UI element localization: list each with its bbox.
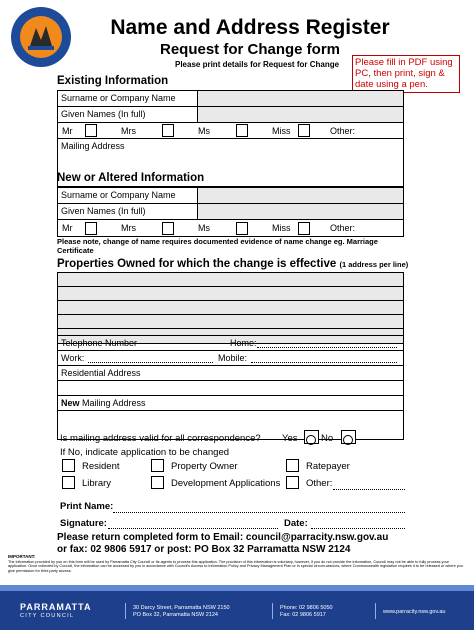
new-mailing-bold: New [61,398,80,408]
existing-given-field[interactable] [198,107,403,122]
pdf-instruction-note: Please fill in PDF using PC, then print, sign & date using a pen. [352,55,460,93]
footer-stripe [0,585,474,591]
footer-divider [375,603,376,619]
other-application-line[interactable] [333,489,405,490]
new-info-heading: New or Altered Information [57,172,205,184]
existing-surname-field[interactable] [198,91,403,106]
title-ms-label: Ms [198,125,210,136]
property-line[interactable] [58,273,403,287]
print-name-line[interactable] [113,512,405,513]
title-mr-checkbox[interactable] [85,124,97,137]
if-no-instruction: If No, indicate application to be changed [60,447,230,458]
development-applications-label: Development Applications [171,478,281,489]
residential-address-field[interactable] [58,366,403,380]
work-phone-line[interactable] [88,362,213,363]
mobile-label: Mobile: [218,353,248,363]
work-label: Work: [61,353,85,363]
new-title-row [58,220,403,236]
home-label: Home: [230,338,257,348]
valid-question: Is mailing address valid for all correspondence? [60,433,261,444]
other-application-checkbox[interactable] [286,476,299,489]
footer-contact [280,605,333,619]
development-applications-checkbox[interactable] [151,476,164,489]
property-line[interactable] [58,287,403,301]
signature-line[interactable] [108,528,278,529]
telephone-label: Telephone Number [61,338,138,348]
name-change-note: Please note, change of name requires documented evidence of name change eg. Marriage Certificate [57,237,378,255]
title-miss-checkbox[interactable] [298,124,310,137]
yes-radio[interactable] [306,435,316,445]
title-mr-label: Mr [62,125,73,136]
properties-heading-note: (1 address per line) [339,260,409,269]
footer-brand-name: PARRAMATTA [20,602,92,612]
library-label: Library [82,478,112,489]
yes-label: Yes [282,433,298,444]
footer-bar [0,585,474,630]
date-label: Date: [284,518,308,529]
residential-address-line-2[interactable] [58,381,403,395]
no-checkbox[interactable] [341,430,356,444]
title-other-label: Other: [330,125,356,136]
other-application-label: Other: [306,478,333,489]
new-given-field[interactable] [198,204,403,219]
footer-address-1: 30 Darcy Street, Parramatta NSW 2150 [133,605,230,611]
property-owner-label: Property Owner [171,461,238,472]
contact-table [57,335,404,440]
new-title-mr-label: Mr [62,223,73,233]
footer-website[interactable]: www.parracity.nsw.gov.au [383,609,446,615]
new-title-ms-label: Ms [198,223,210,233]
mobile-phone-line[interactable] [251,362,397,363]
footer-address [133,605,230,619]
existing-title-row [58,123,403,139]
title-ms-checkbox[interactable] [236,124,248,137]
form-title: Name and Address Register [110,16,390,39]
existing-info-heading: Existing Information [57,75,169,87]
privacy-notice [8,555,468,573]
no-label: No [321,433,334,444]
privacy-text: The information provided by you on this form will be used by Parramatta City Council or its agents to process this application. The provision of this information is voluntary, however, if you do not provide the information, Council may not be able to fully process your application. Once collected by Council, the information can be accessed by you in accordance with Council's Access to Information Policy and Privacy Management Plan or in special circum-stances, where Commonwealth legislation requires it to be released or where you give permission for third party access. [8,559,463,573]
property-line[interactable] [58,315,403,329]
return-instructions [57,532,388,556]
form-subtitle: Request for Change form [159,41,340,58]
ratepayer-checkbox[interactable] [286,459,299,472]
residential-address-label: Residential Address [61,368,141,378]
existing-given-label: Given Names (In full) [58,107,198,122]
yes-checkbox[interactable] [304,430,319,444]
home-phone-line[interactable] [257,347,397,348]
print-note: Please print details for Request for Change [175,60,340,69]
new-info-table [57,187,404,237]
return-line-2: or fax: 02 9806 5917 or post: PO Box 32 Parramatta NSW 2124 [57,544,351,555]
signature-label: Signature: [60,518,107,529]
footer-brand-sub: CITY COUNCIL [20,613,75,619]
footer-divider [125,603,126,619]
existing-surname-label: Surname or Company Name [58,91,198,106]
title-mrs-checkbox[interactable] [162,124,174,137]
print-name-label: Print Name: [60,501,114,512]
resident-label: Resident [82,461,120,472]
work-row [58,351,403,365]
existing-mailing-label: Mailing Address [61,141,125,151]
new-given-label: Given Names (In full) [58,204,198,219]
library-checkbox[interactable] [62,476,75,489]
important-label: IMPORTANT: [8,554,36,559]
property-owner-checkbox[interactable] [151,459,164,472]
new-mailing-label: Mailing Address [79,398,146,408]
new-title-other-label: Other: [330,223,356,233]
property-line[interactable] [58,301,403,315]
title-mrs-label: Mrs [121,125,136,136]
properties-heading-text: Properties Owned for which the change is effective [57,258,337,270]
footer-fax: Fax: 02 9806 5917 [280,612,326,618]
no-radio[interactable] [343,435,353,445]
properties-heading [57,258,408,270]
new-title-miss-checkbox[interactable] [298,222,310,235]
telephone-row [58,336,403,350]
title-miss-label: Miss [272,125,291,136]
properties-table [57,272,404,344]
resident-checkbox[interactable] [62,459,75,472]
footer-divider [272,603,273,619]
ratepayer-label: Ratepayer [306,461,350,472]
new-surname-field[interactable] [198,188,403,203]
new-surname-label: Surname or Company Name [58,188,198,203]
new-title-ms-checkbox[interactable] [236,222,248,235]
new-title-mrs-label: Mrs [121,223,136,233]
new-title-miss-label: Miss [272,223,291,233]
return-line-1: Please return completed form to Email: council@parracity.nsw.gov.au [57,532,389,543]
new-title-mr-checkbox[interactable] [85,222,97,235]
new-mailing-address-field[interactable] [58,396,403,410]
new-title-mrs-checkbox[interactable] [162,222,174,235]
footer-address-2: PO Box 32, Parramatta NSW 2124 [133,612,218,618]
footer-phone: Phone: 02 9806 5050 [280,605,333,611]
date-line[interactable] [311,528,405,529]
